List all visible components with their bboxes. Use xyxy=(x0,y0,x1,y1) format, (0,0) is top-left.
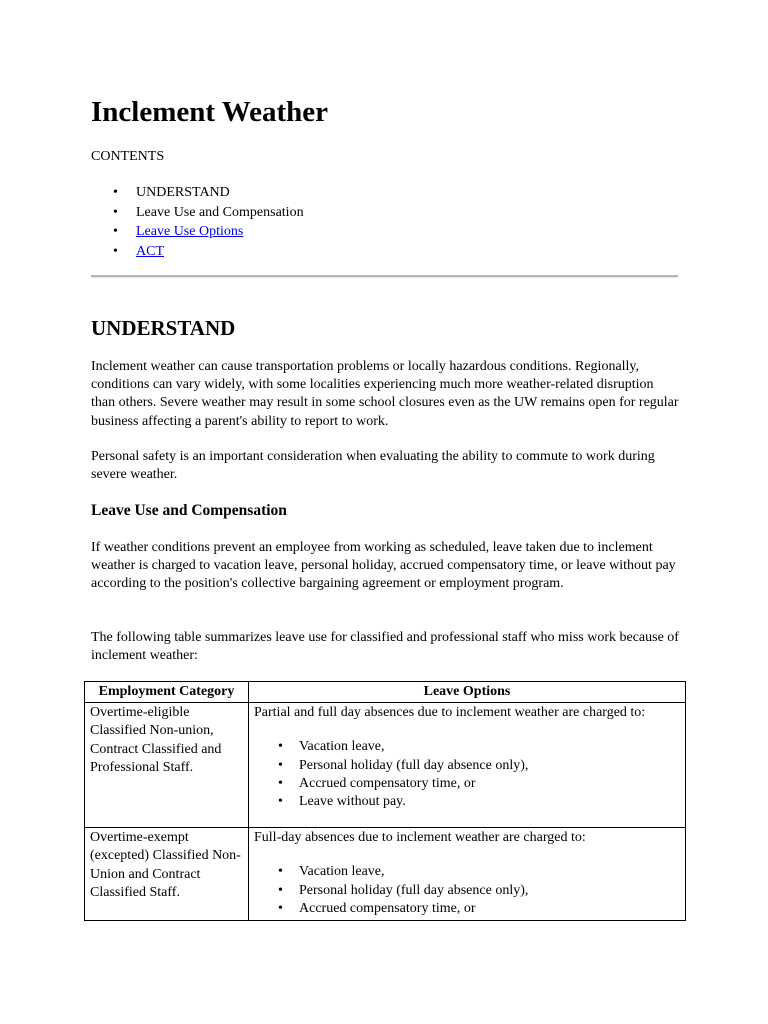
toc-item-label: Leave Use and Compensation xyxy=(136,204,304,220)
table-row xyxy=(85,703,686,828)
toc-item-understand xyxy=(91,183,304,203)
list-item: • Vacation leave, xyxy=(254,738,680,756)
leave-options-table xyxy=(84,681,686,921)
column-header-leave-options: Leave Options xyxy=(249,682,686,703)
understand-paragraph-1: Inclement weather can cause transportation problems or locally hazardous conditions. Regionally, conditions can vary widely, with some localities experiencing much more weather-related disruption than others. Severe weather may result in some school closures even as the UW remains open for regular business affecting a parent's ability to report to work. xyxy=(91,359,679,429)
section-heading-understand: UNDERSTAND xyxy=(91,316,236,340)
leave-options-intro: Full-day absences due to inclement weather are charged to: xyxy=(254,830,586,846)
table-header-row xyxy=(85,682,686,703)
leave-use-paragraph-1: If weather conditions prevent an employee from working as scheduled, leave taken due to inclement weather is charged to vacation leave, personal holiday, accrued compensatory time, or leave without pay according to the position's collective bargaining agreement or employment program. xyxy=(91,540,676,592)
toc-item-leave-options xyxy=(91,222,304,242)
employment-category-cell: Overtime-exempt (excepted) Classified Non-Union and Contract Classified Staff. xyxy=(85,828,249,921)
toc-item-leave-use xyxy=(91,203,304,223)
section-heading-leave-use: Leave Use and Compensation xyxy=(91,502,287,519)
horizontal-rule xyxy=(91,275,678,278)
leave-options-cell xyxy=(249,703,686,828)
toc-item-label: UNDERSTAND xyxy=(136,185,230,200)
leave-options-intro: Partial and full day absences due to inclement weather are charged to: xyxy=(254,705,646,721)
toc-link-leave-use-options[interactable]: Leave Use Options xyxy=(136,224,244,239)
leave-options-list xyxy=(254,738,680,811)
list-item: • Accrued compensatory time, or xyxy=(254,775,680,793)
list-item: • Personal holiday (full day absence only), xyxy=(254,757,680,775)
understand-paragraph-2: Personal safety is an important consideration when evaluating the ability to commute to work during severe weather. xyxy=(91,449,655,483)
contents-label: CONTENTS xyxy=(91,149,165,164)
page-title: Inclement Weather xyxy=(91,96,329,128)
list-item: • Personal holiday (full day absence only), xyxy=(254,882,680,900)
table-of-contents xyxy=(91,183,304,261)
table-row xyxy=(85,828,686,921)
leave-options-list xyxy=(254,863,680,918)
toc-item-act xyxy=(91,242,304,262)
list-item: • Leave without pay. xyxy=(254,793,680,811)
leave-use-paragraph-2: The following table summarizes leave use for classified and professional staff who miss work because of inclement weather: xyxy=(91,630,679,664)
employment-category-cell: Overtime-eligible Classified Non-union, Contract Classified and Professional Staff. xyxy=(85,703,249,828)
list-item: • Vacation leave, xyxy=(254,863,680,881)
list-item: • Accrued compensatory time, or xyxy=(254,900,680,918)
column-header-employment-category: Employment Category xyxy=(85,682,249,703)
toc-link-act[interactable]: ACT xyxy=(136,243,164,259)
leave-options-cell xyxy=(249,828,686,921)
